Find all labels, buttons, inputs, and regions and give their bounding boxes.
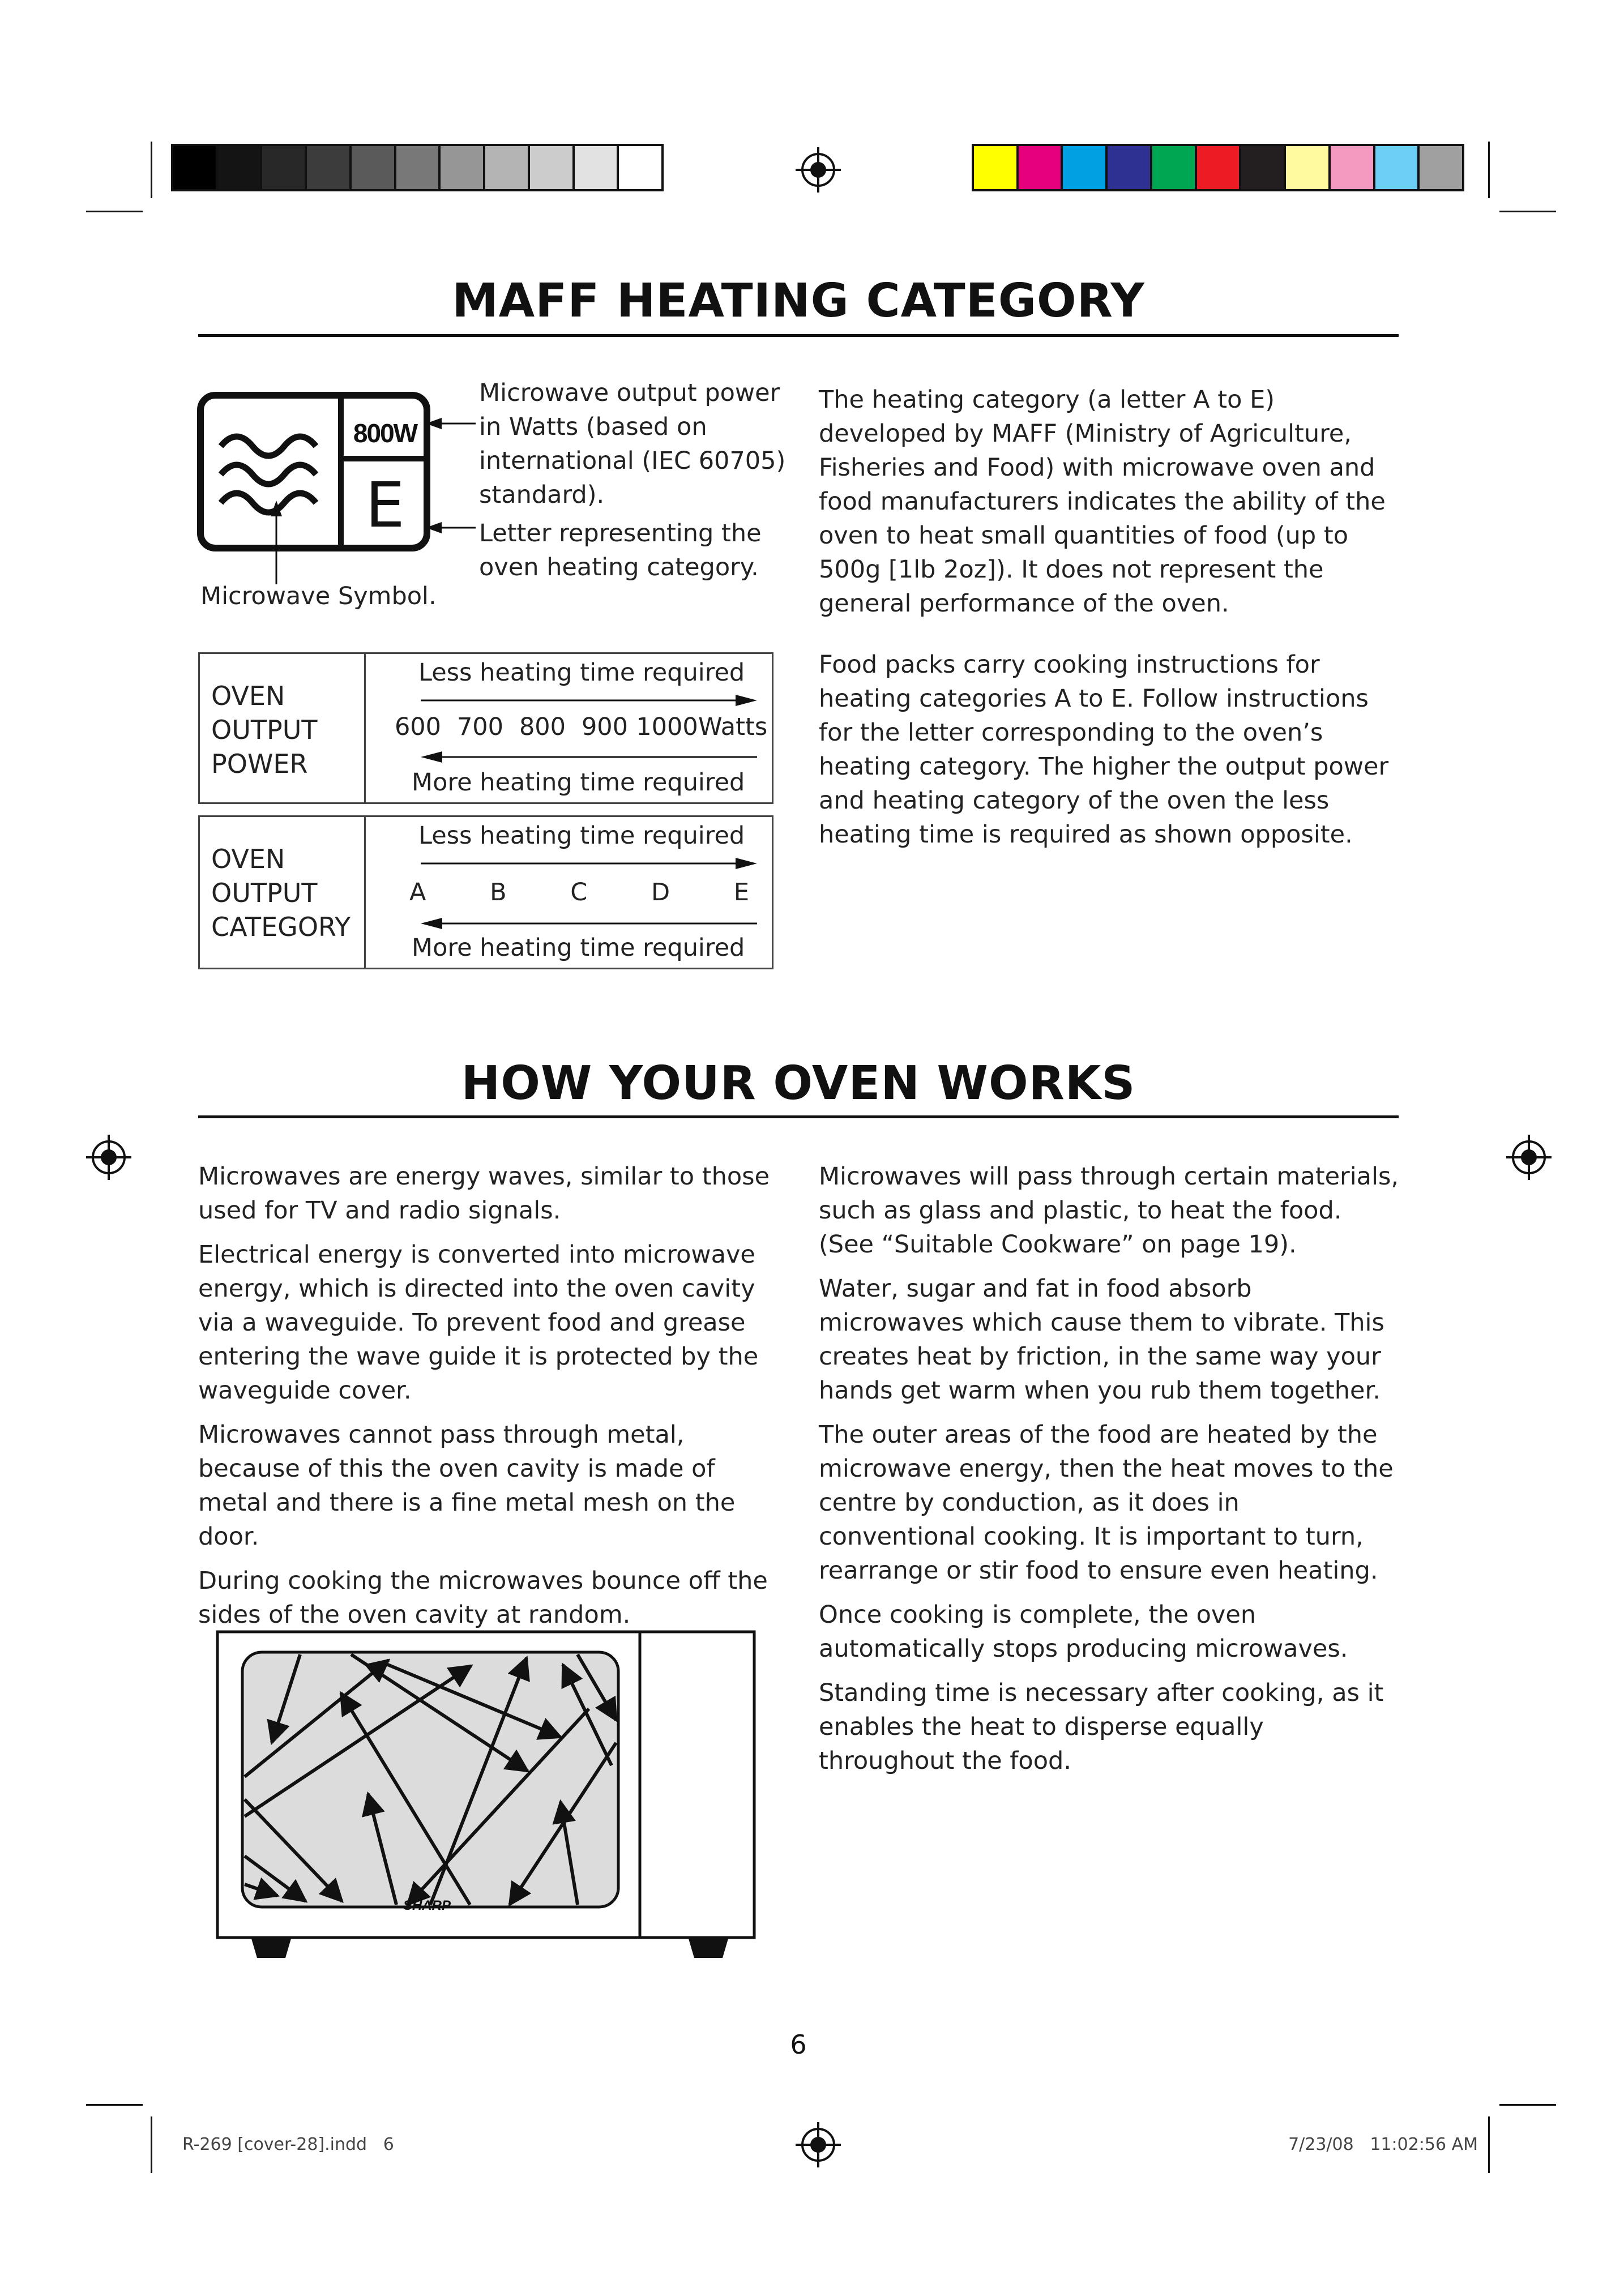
maff-heading: MAFF HEATING CATEGORY (452, 274, 1145, 328)
category-letter: A (409, 878, 426, 906)
registration-mark-left (86, 1135, 131, 1180)
category-letters-row (409, 878, 749, 906)
power-value: 900 (581, 713, 629, 741)
oven-illustration (215, 1630, 759, 1964)
grayscale-bar (171, 144, 664, 191)
color-swatch (485, 146, 530, 189)
microwave-symbol-diagram (193, 379, 487, 617)
caption-line: standard). (479, 481, 605, 509)
registration-mark-bottom (796, 2122, 841, 2167)
category-table (198, 815, 773, 969)
right-arrow-icon (421, 857, 757, 870)
table-label-line: OUTPUT (211, 715, 318, 745)
category-letter: B (490, 878, 507, 906)
caption-line: international (IEC 60705) (479, 447, 786, 475)
power-value: 600 (394, 713, 442, 741)
color-swatch (1063, 146, 1108, 189)
oven-brand-logo: SHARP (403, 1898, 451, 1913)
badge-letter: E (365, 469, 405, 541)
paragraph: Microwaves will pass through certain materials, such as glass and plastic, to heat the food. (See “Suitable Cookware” on page 19). (819, 1162, 1399, 1259)
paragraph: Microwaves are energy waves, similar to those used for TV and radio signals. (198, 1162, 770, 1225)
registration-mark-top (796, 147, 841, 193)
color-swatch (218, 146, 263, 189)
color-bar (972, 144, 1464, 191)
paragraph: Once cooking is complete, the oven automatically stops producing microwaves. (819, 1601, 1348, 1663)
color-swatch (1375, 146, 1420, 189)
color-swatch (1197, 146, 1242, 189)
how-right-column (819, 1160, 1402, 1788)
category-more-text: More heating time required (412, 934, 745, 962)
badge-power: 800W (353, 418, 417, 448)
category-table-label (211, 842, 351, 944)
footer-file-name: R-269 [cover-28].indd 6 (182, 2135, 394, 2154)
paragraph: Microwaves cannot pass through metal, because of this the oven cavity is made of metal and there is a fine metal mesh on the door. (198, 1421, 736, 1551)
maff-heading-rule (198, 334, 1399, 337)
caption-line: in Watts (based on (479, 413, 707, 441)
table-label-line: OVEN (211, 844, 285, 874)
power-less-text: Less heating time required (418, 658, 745, 687)
paragraph: During cooking the microwaves bounce off the sides of the oven cavity at random. (198, 1567, 768, 1629)
color-swatch (1241, 146, 1286, 189)
crop-mark (1499, 2104, 1556, 2106)
crop-mark (1488, 142, 1490, 198)
color-swatch (307, 146, 352, 189)
right-arrow-icon (421, 694, 757, 707)
left-arrow-icon (421, 917, 757, 930)
maff-intro-paragraph: The heating category (a letter A to E) developed by MAFF (Ministry of Agriculture, Fisheries and Food) with microwave oven and food manufacturers indicates the ability of the oven to heat small quantities of food (up to 500g [1lb 2oz]). It does not represent the general performance of the oven. (819, 386, 1386, 618)
color-swatch (441, 146, 485, 189)
color-swatch (619, 146, 661, 189)
category-letter: D (651, 878, 670, 906)
how-heading-rule (198, 1115, 1399, 1118)
registration-mark-right (1506, 1135, 1552, 1180)
paragraph: Electrical energy is converted into microwave energy, which is directed into the oven cavity via a waveguide. To prevent food and grease entering the wave guide it is protected by the waveguide cover. (198, 1241, 759, 1405)
category-letter: C (570, 878, 588, 906)
table-label-line: POWER (211, 749, 308, 779)
letter-caption (479, 516, 796, 584)
paragraph: Water, sugar and fat in food absorb microwaves which cause them to vibrate. This creates heat by friction, in the same way your hands get warm when you rub them together. (819, 1275, 1384, 1405)
crop-mark (86, 211, 143, 212)
paragraph: The outer areas of the food are heated by the microwave energy, then the heat moves to the centre by conduction, as it does in conventional cooking. It is important to turn, rearrange or stir food to ensure even heating. (819, 1421, 1394, 1585)
page-number: 6 (790, 2029, 807, 2060)
left-arrow-icon (421, 750, 757, 764)
category-less-text: Less heating time required (418, 822, 745, 850)
color-swatch (396, 146, 441, 189)
color-swatch (1331, 146, 1375, 189)
caption-line: oven heating category. (479, 553, 759, 581)
symbol-caption: Microwave Symbol. (200, 582, 437, 610)
power-values-row (387, 713, 772, 741)
how-heading: HOW YOUR OVEN WORKS (461, 1057, 1136, 1110)
footer-timestamp: 7/23/08 11:02:56 AM (1288, 2135, 1478, 2154)
caption-line: Microwave output power (479, 379, 780, 407)
power-value: 1000 (636, 713, 698, 741)
category-letter: E (733, 878, 749, 906)
color-swatch (575, 146, 619, 189)
color-swatch (1420, 146, 1462, 189)
power-caption (479, 376, 796, 512)
table-label-line: OUTPUT (211, 878, 318, 908)
color-swatch (1108, 146, 1152, 189)
color-swatch (974, 146, 1019, 189)
color-swatch (1152, 146, 1197, 189)
crop-mark (151, 2116, 152, 2173)
crop-mark (1488, 2116, 1490, 2173)
power-more-text: More heating time required (412, 768, 745, 797)
color-swatch (352, 146, 396, 189)
color-swatch (1019, 146, 1063, 189)
crop-mark (1499, 211, 1556, 212)
color-swatch (530, 146, 575, 189)
paragraph: Standing time is necessary after cooking, as it enables the heat to disperse equally throughout the food. (819, 1679, 1384, 1775)
crop-mark (151, 142, 152, 198)
color-swatch (1286, 146, 1331, 189)
table-label-line: OVEN (211, 681, 285, 711)
table-label-line: CATEGORY (211, 912, 351, 942)
maff-packs-paragraph: Food packs carry cooking instructions for heating categories A to E. Follow instructions for the letter corresponding to the oven’s heating category. The higher the output power and heating category of the oven the less heating time is required as shown opposite. (819, 651, 1389, 849)
crop-mark (86, 2104, 143, 2106)
color-swatch (262, 146, 307, 189)
power-value: 800 (519, 713, 566, 741)
how-left-column (198, 1160, 770, 1642)
power-table-label (211, 679, 317, 781)
color-swatch (173, 146, 218, 189)
caption-line: Letter representing the (479, 519, 762, 548)
power-value: 700 (456, 713, 504, 741)
power-unit: Watts (698, 713, 768, 741)
power-table (198, 652, 773, 804)
